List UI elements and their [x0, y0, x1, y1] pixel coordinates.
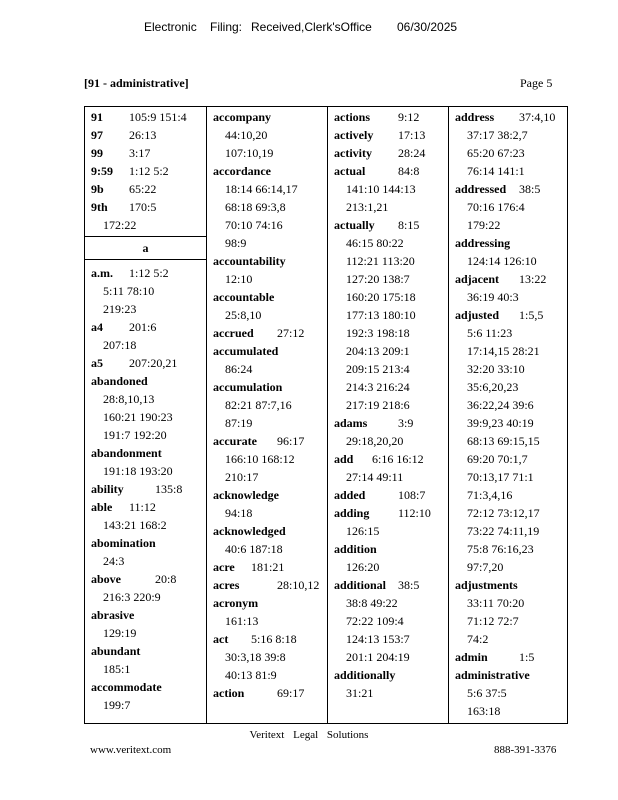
index-locators-continued: 46:15 80:22	[346, 236, 404, 250]
index-locators: 65:22	[129, 182, 157, 196]
index-locators-continued: 30:3,18 39:8	[225, 650, 286, 664]
index-locators-continued: 143:21 168:2	[103, 518, 167, 532]
index-term-word: accurate	[213, 434, 257, 448]
index-locators-continued: 219:23	[103, 302, 137, 316]
index-term	[455, 270, 547, 288]
index-range-header: [91 - administrative]	[84, 76, 189, 90]
index-term-word: 91	[91, 110, 103, 124]
index-term-word: acre	[213, 560, 235, 574]
index-term	[334, 126, 426, 144]
index-locators-continued: 17:14,15 28:21	[467, 344, 540, 358]
index-locators: 27:12	[277, 326, 305, 340]
index-term	[91, 318, 157, 336]
index-locators-continued: 207:18	[103, 338, 137, 352]
index-locators-continued: 18:14 66:14,17	[225, 182, 298, 196]
index-locators-continued: 98:9	[225, 236, 247, 250]
index-term-word: above	[91, 572, 121, 586]
index-term	[334, 666, 395, 684]
index-locators-continued: 44:10,20	[225, 128, 268, 142]
footer-website: www.veritext.com	[90, 744, 172, 756]
index-term	[91, 198, 157, 216]
index-locators-continued: 129:19	[103, 626, 137, 640]
index-term	[334, 576, 420, 594]
index-locators-continued: 36:19 40:3	[467, 290, 519, 304]
index-term-word: act	[213, 632, 229, 646]
index-term-word: 9:59	[91, 164, 113, 178]
index-locators-continued: 38:8 49:22	[346, 596, 398, 610]
page-number: Page 5	[520, 76, 553, 90]
index-term	[91, 126, 157, 144]
index-term-word: adjacent	[455, 272, 499, 286]
index-term	[213, 162, 271, 180]
index-term-word: admin	[455, 650, 488, 664]
index-term-word: action	[213, 686, 245, 700]
index-locators: 1:5,5	[519, 308, 544, 322]
filing-electronic: Electronic	[144, 20, 197, 34]
index-locators-continued: 33:11 70:20	[467, 596, 525, 610]
index-locators: 3:17	[129, 146, 151, 160]
index-locators-continued: 179:22	[467, 218, 501, 232]
index-locators: 108:7	[398, 488, 426, 502]
index-locators-continued: 37:17 38:2,7	[467, 128, 528, 142]
footer-company: Veritext Legal Solutions	[249, 729, 369, 741]
index-term	[334, 216, 420, 234]
index-locators-continued: 201:1 204:19	[346, 650, 410, 664]
index-locators-continued: 12:10	[225, 272, 253, 286]
index-locators-continued: 39:9,23 40:19	[467, 416, 534, 430]
index-locators-continued: 172:22	[103, 218, 137, 232]
index-term-word: 9th	[91, 200, 108, 214]
index-term	[91, 180, 157, 198]
index-locators-continued: 5:6 37:5	[467, 686, 507, 700]
index-term	[455, 180, 541, 198]
index-locators-continued: 28:8,10,13	[103, 392, 155, 406]
index-term-word: abandonment	[91, 446, 162, 460]
index-locators: 3:9	[398, 416, 414, 430]
index-locators: 11:12	[129, 500, 156, 514]
index-locators-continued: 124:14 126:10	[467, 254, 537, 268]
index-locators: 1:12 5:2	[129, 164, 169, 178]
index-locators: 9:12	[398, 110, 420, 124]
index-term-word: activity	[334, 146, 372, 160]
index-term	[213, 684, 305, 702]
index-locators-continued: 5:6 11:23	[467, 326, 513, 340]
index-term-word: 99	[91, 146, 103, 160]
index-term	[213, 522, 286, 540]
index-locators-continued: 31:21	[346, 686, 374, 700]
index-term-word: accumulation	[213, 380, 283, 394]
index-locators-continued: 160:21 190:23	[103, 410, 173, 424]
index-term-word: address	[455, 110, 495, 124]
index-locators-continued: 209:15 213:4	[346, 362, 410, 376]
index-locators-continued: 65:20 67:23	[467, 146, 525, 160]
index-term	[91, 372, 148, 390]
section-letter-heading: a	[85, 236, 206, 260]
index-term	[213, 576, 320, 594]
index-term	[334, 108, 420, 126]
filing-label: Filing:	[210, 20, 243, 34]
index-locators-continued: 161:13	[225, 614, 259, 628]
index-locators-continued: 68:13 69:15,15	[467, 434, 540, 448]
index-term-word: actions	[334, 110, 370, 124]
index-term	[91, 678, 162, 696]
index-locators: 84:8	[398, 164, 420, 178]
index-term	[455, 306, 544, 324]
index-term	[91, 570, 177, 588]
index-locators-continued: 166:10 168:12	[225, 452, 295, 466]
index-locators-continued: 192:3 198:18	[346, 326, 410, 340]
index-term-word: adjustments	[455, 578, 518, 592]
index-locators-continued: 217:19 218:6	[346, 398, 410, 412]
index-term	[213, 108, 271, 126]
index-locators: 207:20,21	[129, 356, 178, 370]
index-term	[334, 144, 426, 162]
index-term-word: actual	[334, 164, 366, 178]
index-term-word: additionally	[334, 668, 396, 682]
index-term-word: able	[91, 500, 113, 514]
index-locators: 37:4,10	[519, 110, 556, 124]
index-locators: 5:16 8:18	[251, 632, 297, 646]
index-term	[91, 444, 162, 462]
index-term-word: acknowledged	[213, 524, 286, 538]
index-locators-continued: 210:17	[225, 470, 259, 484]
index-term-word: acronym	[213, 596, 259, 610]
index-locators-continued: 177:13 180:10	[346, 308, 416, 322]
index-locators-continued: 126:20	[346, 560, 380, 574]
index-term	[213, 486, 279, 504]
index-term	[213, 342, 278, 360]
index-locators-continued: 191:18 193:20	[103, 464, 173, 478]
index-term	[91, 162, 169, 180]
index-term	[455, 234, 510, 252]
index-locators-continued: 68:18 69:3,8	[225, 200, 286, 214]
word-index-table	[84, 106, 568, 724]
index-term-word: ability	[91, 482, 124, 496]
index-locators: 96:17	[277, 434, 305, 448]
index-column-2	[206, 107, 327, 723]
index-locators: 8:15	[398, 218, 420, 232]
index-term	[91, 108, 187, 126]
index-locators-continued: 97:7,20	[467, 560, 504, 574]
index-term-word: add	[334, 452, 354, 466]
index-locators-continued: 191:7 192:20	[103, 428, 167, 442]
index-locators: 28:10,12	[277, 578, 320, 592]
index-term-word: accrued	[213, 326, 254, 340]
footer-phone: 888-391-3376	[494, 744, 557, 756]
index-locators: 1:5	[519, 650, 535, 664]
index-term-word: abrasive	[91, 608, 135, 622]
index-locators-continued: 35:6,20,23	[467, 380, 519, 394]
index-term-word: acknowledge	[213, 488, 279, 502]
index-term	[91, 606, 134, 624]
index-locators-continued: 74:2	[467, 632, 489, 646]
index-term-word: adding	[334, 506, 370, 520]
index-locators-continued: 126:15	[346, 524, 380, 538]
index-column-1	[85, 107, 206, 723]
index-locators-continued: 112:21 113:20	[346, 254, 415, 268]
index-term	[213, 432, 305, 450]
index-locators: 17:13	[398, 128, 426, 142]
index-locators-continued: 87:19	[225, 416, 253, 430]
index-term-word: accountable	[213, 290, 275, 304]
index-locators: 6:16 16:12	[372, 452, 424, 466]
index-locators: 13:22	[519, 272, 547, 286]
index-term	[455, 576, 518, 594]
index-locators-continued: 86:24	[225, 362, 253, 376]
index-term-word: accommodate	[91, 680, 162, 694]
index-term-word: accountability	[213, 254, 286, 268]
index-term-word: adams	[334, 416, 368, 430]
index-locators-continued: 71:3,4,16	[467, 488, 513, 502]
index-locators-continued: 72:22 109:4	[346, 614, 404, 628]
index-term-word: accumulated	[213, 344, 279, 358]
index-locators-continued: 25:8,10	[225, 308, 262, 322]
index-term	[91, 642, 140, 660]
index-term-word: addressed	[455, 182, 507, 196]
index-term-word: abundant	[91, 644, 141, 658]
index-locators-continued: 75:8 76:16,23	[467, 542, 534, 556]
index-term	[334, 162, 420, 180]
index-term-word: a.m.	[91, 266, 113, 280]
index-term	[91, 480, 183, 498]
index-term	[334, 504, 431, 522]
index-term-word: actively	[334, 128, 374, 142]
index-locators-continued: 32:20 33:10	[467, 362, 525, 376]
index-term	[334, 486, 426, 504]
index-term	[455, 666, 530, 684]
index-term	[213, 630, 297, 648]
index-locators-continued: 70:13,17 71:1	[467, 470, 534, 484]
index-term-word: additional	[334, 578, 387, 592]
index-locators-continued: 141:10 144:13	[346, 182, 416, 196]
index-column-3	[327, 107, 448, 723]
index-term	[213, 324, 305, 342]
index-locators-continued: 40:6 187:18	[225, 542, 283, 556]
index-locators: 38:5	[398, 578, 420, 592]
index-locators-continued: 40:13 81:9	[225, 668, 277, 682]
index-locators-continued: 199:7	[103, 698, 131, 712]
index-term-word: acres	[213, 578, 240, 592]
index-term	[213, 288, 274, 306]
index-term	[334, 540, 377, 558]
index-locators: 105:9 151:4	[129, 110, 187, 124]
index-term-word: a4	[91, 320, 103, 334]
index-locators: 201:6	[129, 320, 157, 334]
index-locators-continued: 82:21 87:7,16	[225, 398, 292, 412]
index-term	[91, 534, 156, 552]
index-locators: 1:12 5:2	[129, 266, 169, 280]
index-locators-continued: 127:20 138:7	[346, 272, 410, 286]
index-locators-continued: 70:16 176:4	[467, 200, 525, 214]
index-locators-continued: 124:13 153:7	[346, 632, 410, 646]
index-term	[455, 648, 535, 666]
index-locators-continued: 72:12 73:12,17	[467, 506, 540, 520]
index-locators: 112:10	[398, 506, 431, 520]
index-term-word: 97	[91, 128, 103, 142]
index-term-word: actually	[334, 218, 375, 232]
index-locators: 26:13	[129, 128, 157, 142]
index-locators-continued: 76:14 141:1	[467, 164, 525, 178]
index-term	[213, 594, 258, 612]
index-locators-continued: 185:1	[103, 662, 131, 676]
index-term-word: added	[334, 488, 366, 502]
index-locators-continued: 107:10,19	[225, 146, 274, 160]
index-locators-continued: 163:18	[467, 704, 501, 718]
index-locators-continued: 29:18,20,20	[346, 434, 404, 448]
index-term-word: adjusted	[455, 308, 500, 322]
index-locators: 69:17	[277, 686, 305, 700]
index-locators-continued: 36:22,24 39:6	[467, 398, 534, 412]
index-term-word: 9b	[91, 182, 104, 196]
index-locators-continued: 27:14 49:11	[346, 470, 404, 484]
index-locators-continued: 213:1,21	[346, 200, 389, 214]
index-term-word: accordance	[213, 164, 271, 178]
index-term	[213, 378, 282, 396]
index-term-word: addition	[334, 542, 377, 556]
index-term	[334, 450, 424, 468]
filing-date: 06/30/2025	[397, 20, 458, 34]
index-term-word: administrative	[455, 668, 530, 682]
index-term	[213, 252, 286, 270]
index-locators-continued: 24:3	[103, 554, 125, 568]
index-column-4	[448, 107, 567, 723]
index-locators-continued: 73:22 74:11,19	[467, 524, 540, 538]
index-term	[91, 354, 178, 372]
index-term-word: abandoned	[91, 374, 148, 388]
index-locators: 181:21	[251, 560, 285, 574]
index-term	[91, 144, 151, 162]
index-locators-continued: 71:12 72:7	[467, 614, 519, 628]
index-locators: 170:5	[129, 200, 157, 214]
index-term	[455, 108, 556, 126]
index-locators-continued: 160:20 175:18	[346, 290, 416, 304]
index-term	[334, 414, 414, 432]
index-locators-continued: 94:18	[225, 506, 253, 520]
filing-received: Received,Clerk'sOffice	[251, 20, 372, 34]
index-term-word: abomination	[91, 536, 156, 550]
index-locators-continued: 204:13 209:1	[346, 344, 410, 358]
index-term	[91, 264, 169, 282]
index-locators-continued: 5:11 78:10	[103, 284, 155, 298]
index-locators: 20:8	[155, 572, 177, 586]
index-term	[91, 498, 156, 516]
index-term	[213, 558, 285, 576]
index-locators-continued: 216:3 220:9	[103, 590, 161, 604]
index-locators-continued: 214:3 216:24	[346, 380, 410, 394]
index-locators-continued: 70:10 74:16	[225, 218, 283, 232]
index-locators: 38:5	[519, 182, 541, 196]
index-locators-continued: 69:20 70:1,7	[467, 452, 528, 466]
index-term-word: addressing	[455, 236, 511, 250]
index-term-word: accompany	[213, 110, 271, 124]
index-locators: 135:8	[155, 482, 183, 496]
index-term-word: a5	[91, 356, 103, 370]
index-locators: 28:24	[398, 146, 426, 160]
